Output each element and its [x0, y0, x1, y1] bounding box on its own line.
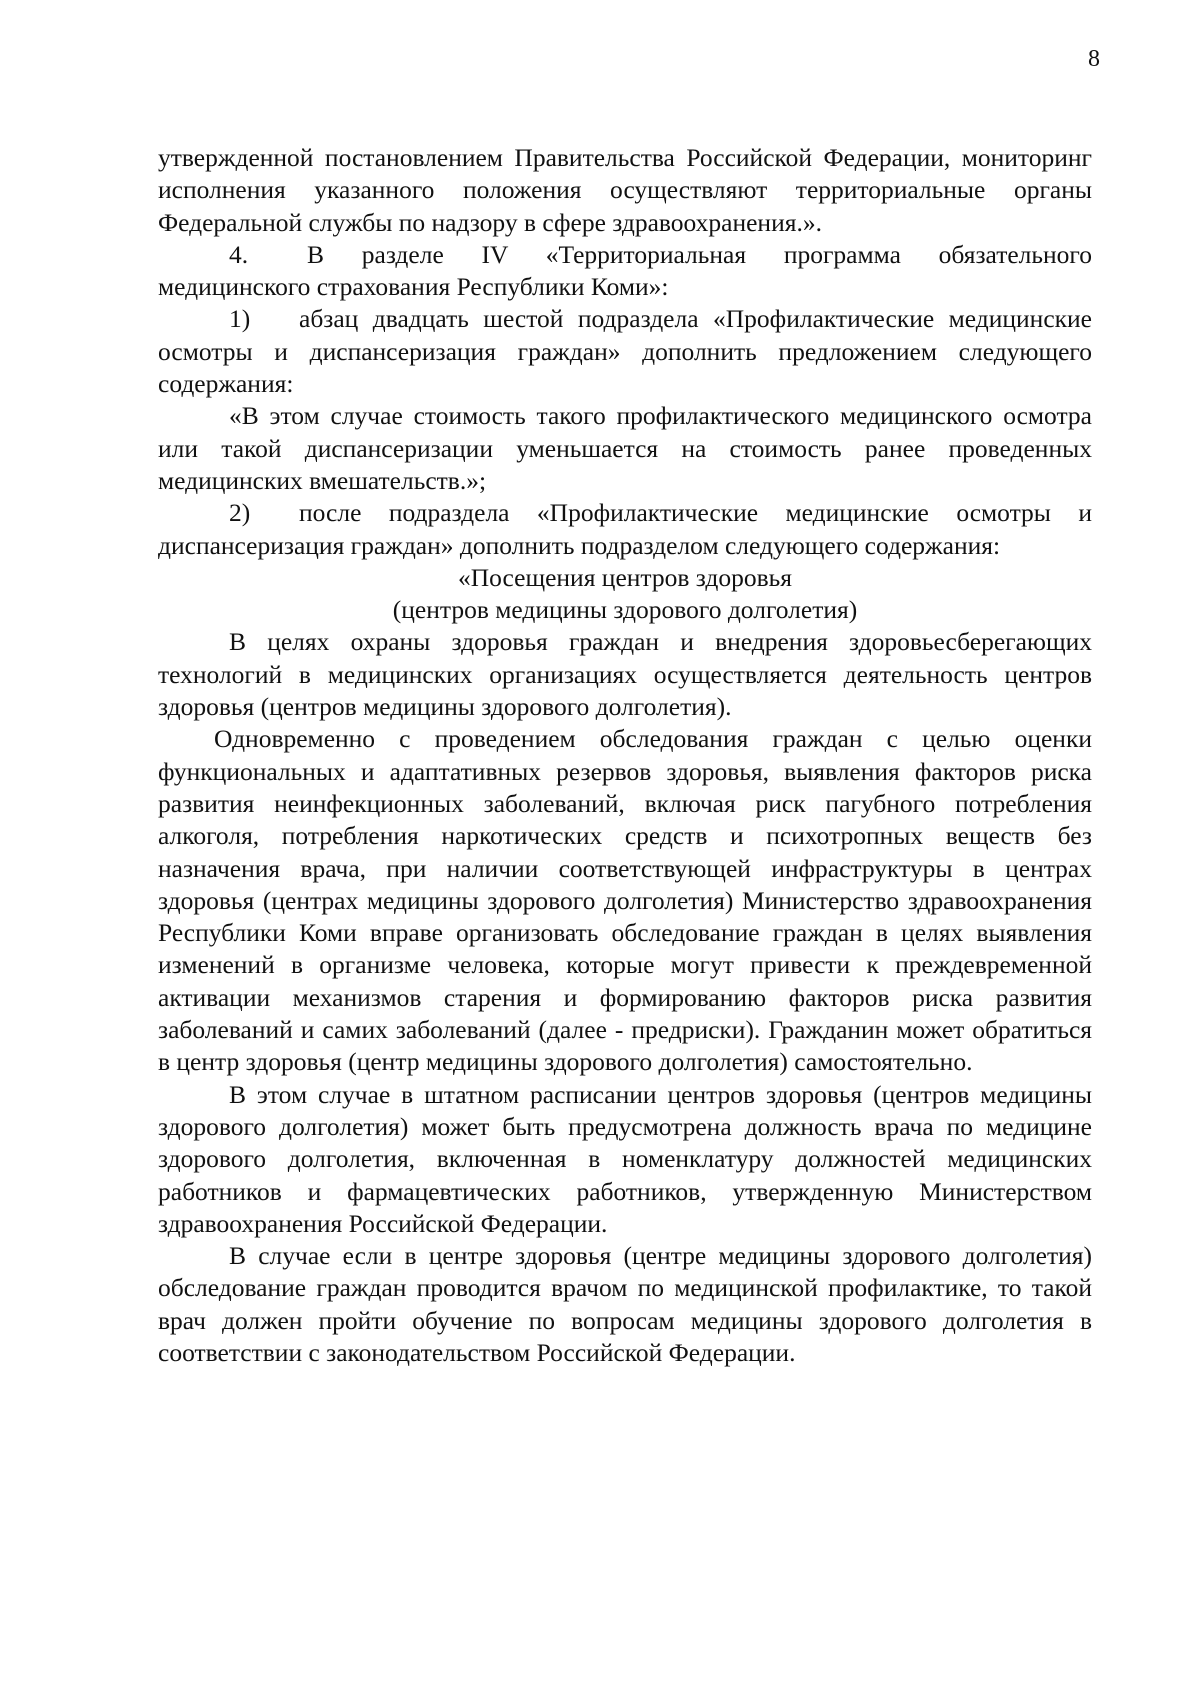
paragraph-quote: «В этом случае стоимость такого профилактического медицинского осмотра или такой диспансеризации уменьшается на стоимость ранее проведенных медицинских вмешательств.»; [158, 401, 1092, 495]
paragraph-subitem-2-text: после подраздела «Профилактические медицинские осмотры и диспансеризация граждан» дополнить подразделом следующего содержания: [158, 498, 1092, 560]
paragraph-8: В этом случае в штатном расписании центров здоровья (центров медицины здорового долголетия) может быть предусмотрена должность врача по медицине здорового долголетия, включенная в номенклатуру должностей медицинских работников и фармацевтических работников, утвержденную Министерством здравоохранения Российской Федерации. [158, 1079, 1092, 1238]
paragraph-subitem-1-text: абзац двадцать шестой подраздела «Профилактические медицинские осмотры и диспансеризация граждан» дополнить предложением следующего содержания: [158, 304, 1092, 399]
paragraph-9: В случае если в центре здоровья (центре медицины здорового долголетия) обследование граждан проводится врачом по медицинской профилактике, то такой врач должен пройти обучение по вопросам медицины здорового долголетия в соответствии с законодательством Российской Федерации. [158, 1241, 1092, 1367]
paragraph-6: В целях охраны здоровья граждан и внедрения здоровьесберегающих технологий в медицинских организациях осуществляется деятельность центров здоровья (центров медицины здорового долголетия). [158, 627, 1092, 722]
paragraph-subitem-2 [158, 497, 1092, 562]
document-body [158, 142, 1092, 1369]
paragraph-item-4-text: В разделе IV «Территориальная программа обязательного медицинского страхования Республики Коми»: [158, 239, 1092, 302]
page-number: 8 [1088, 46, 1100, 72]
item-marker-4: 4. [229, 239, 249, 269]
paragraph-7: Одновременно с проведением обследования граждан с целью оценки функциональных и адаптативных резервов здоровья, выявления факторов риска развития неинфекционных заболеваний, включая риск пагубного потребления алкоголя, потребления наркотических средств и психотропных веществ без назначения врача, при наличии соответствующей инфраструктуры в центрах здоровья (центрах медицины здорового долголетия) Министерство здравоохранения Республики Коми вправе организовать обследование граждан в целях выявления изменений в организме человека, которые могут привести к преждевременной активации механизмов старения и формированию факторов риска развития заболеваний и самих заболеваний (далее - предриски). Гражданин может обратиться в центр здоровья (центр медицины здорового долголетия) самостоятельно. [158, 724, 1092, 1077]
section-heading-line-2: (центров медицины здорового долголетия) [392, 595, 858, 625]
subitem-marker-1: 1) [229, 304, 251, 334]
subitem-marker-2: 2) [229, 498, 251, 528]
paragraph-subitem-1 [158, 303, 1092, 400]
paragraph-item-4 [158, 239, 1092, 304]
paragraph-1: утвержденной постановлением Правительства Российской Федерации, мониторинг исполнения указанного положения осуществляют территориальные органы Федеральной службы по надзору в сфере здравоохранения.». [158, 143, 1092, 237]
section-heading-line-1: «Посещения центров здоровья [457, 562, 793, 592]
